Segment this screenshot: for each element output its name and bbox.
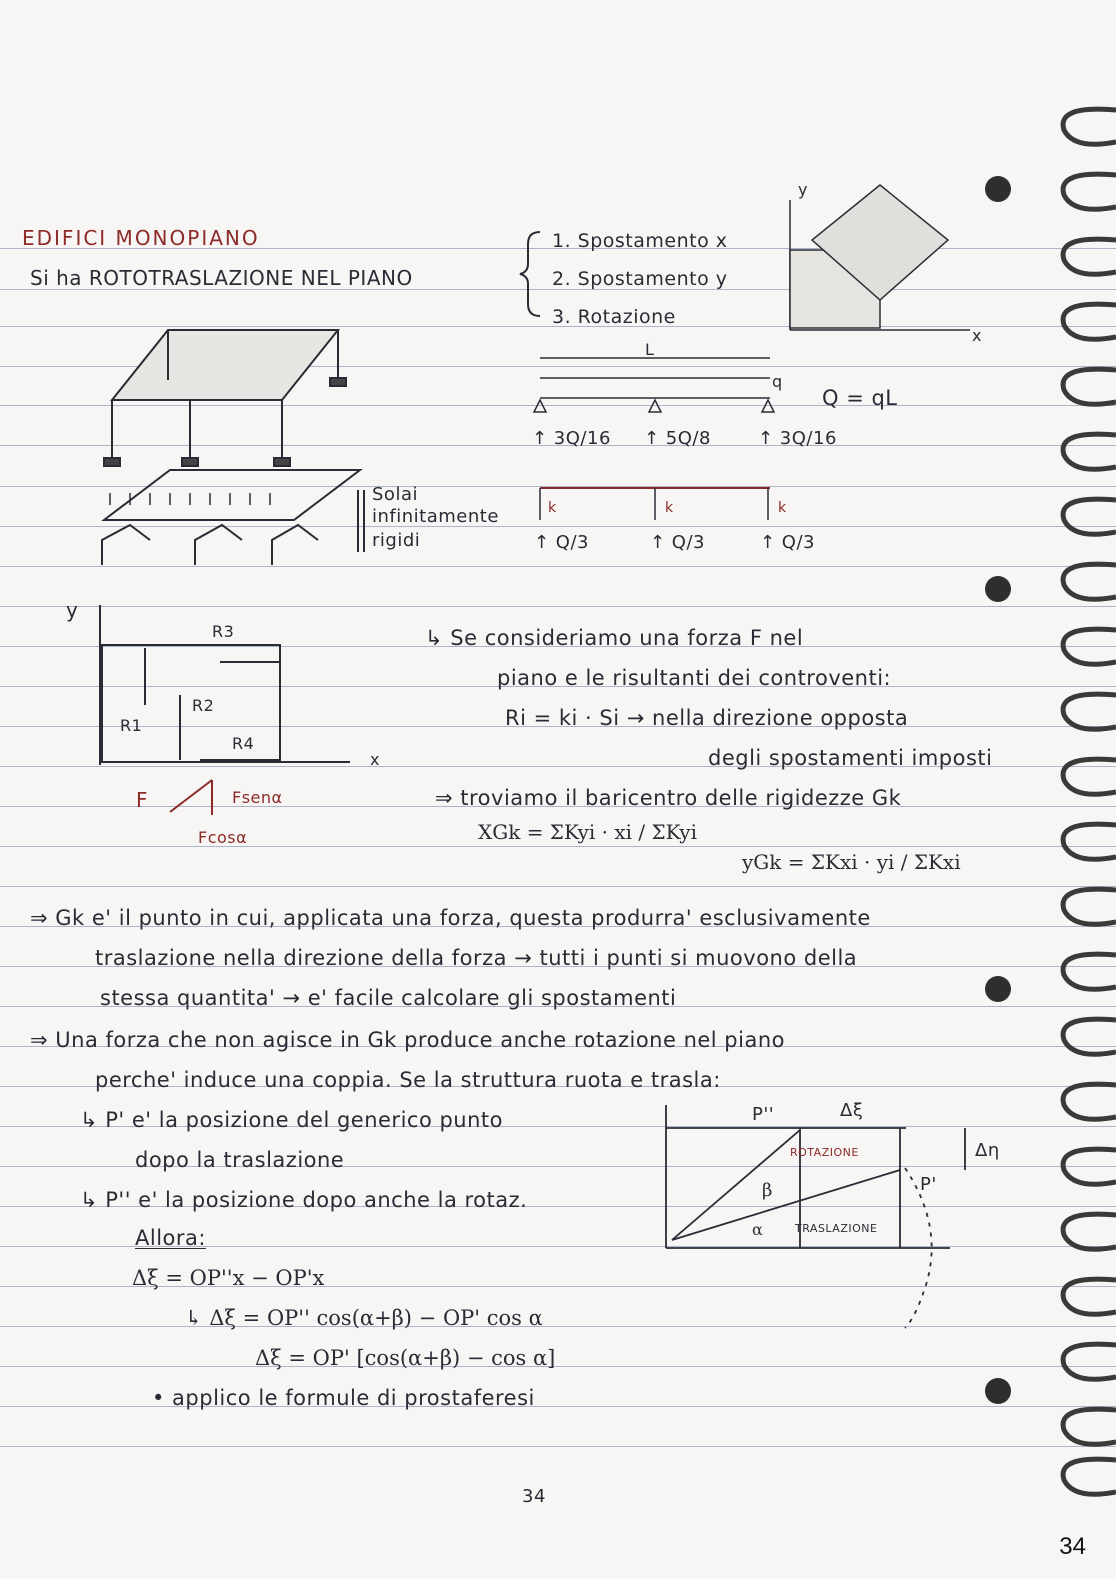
formula-yg: yGk = ΣKxi · yi / ΣKxi <box>742 850 961 874</box>
page-number: 34 <box>1059 1533 1086 1560</box>
intro-text: Si ha ROTOTRASLAZIONE NEL PIANO <box>30 266 413 290</box>
bullet-line4: Allora: <box>135 1226 206 1250</box>
force-label: F <box>136 788 149 812</box>
bullet-line1: ↳ P' e' la posizione del generico punto <box>80 1108 504 1132</box>
rigid-note-2: infinitamente <box>372 506 499 527</box>
rigid-reaction-3: ↑ Q/3 <box>760 532 815 553</box>
total-load: Q = qL <box>822 386 898 410</box>
label-r4: R4 <box>232 734 255 753</box>
paragraph2-line1: ⇒ Una forza che non agisce in Gk produce anche rotazione nel piano <box>30 1028 785 1052</box>
axis-y-label-top: y <box>798 180 808 199</box>
rigid-reaction-1: ↑ Q/3 <box>534 532 589 553</box>
paragraph1-line2: traslazione nella direzione della forza → tutti i punti si muovono della <box>95 946 858 970</box>
text-block1-line1: ↳ Se consideriamo una forza F nel <box>425 626 804 650</box>
formula-xg: XGk = ΣKyi · xi / ΣKyi <box>478 820 698 844</box>
bullet-line2: dopo la traslazione <box>135 1148 345 1172</box>
beam-span-label: L <box>645 340 655 359</box>
text-block1-line5: ⇒ troviamo il baricentro delle rigidezze Gk <box>435 786 902 810</box>
bullet-line3: ↳ P'' e' la posizione dopo anche la rotaz. <box>80 1188 528 1212</box>
paragraph1-line1: ⇒ Gk e' il punto in cui, applicata una forza, questa produrra' esclusivamente <box>30 906 871 930</box>
rot-label-p1: P' <box>920 1174 937 1195</box>
reaction-1: ↑ 3Q/16 <box>532 428 611 449</box>
equation-4: • applico le formule di prostaferesi <box>152 1386 535 1410</box>
spring-label-2: k <box>665 500 674 516</box>
list-item-2: 2. Spostamento y <box>552 268 728 290</box>
page-title: EDIFICI MONOPIANO <box>22 226 260 250</box>
reaction-2: ↑ 5Q/8 <box>644 428 711 449</box>
reaction-3: ↑ 3Q/16 <box>758 428 837 449</box>
spring-label-3: k <box>778 500 787 516</box>
paragraph2-line2: perche' induce una coppia. Se la struttura ruota e trasla: <box>95 1068 721 1092</box>
equation-2: ↳ Δξ = OP'' cos(α+β) − OP' cos α <box>185 1306 543 1330</box>
list-item-3: 3. Rotazione <box>552 306 676 328</box>
label-r3: R3 <box>212 622 235 641</box>
paragraph1-line3: stessa quantita' → e' facile calcolare gli spostamenti <box>100 986 677 1010</box>
rot-label-alpha: α <box>752 1220 763 1239</box>
text-block1-line2: piano e le risultanti dei controventi: <box>497 666 892 690</box>
rot-label-rotation: ROTAZIONE <box>790 1146 859 1159</box>
rigid-reaction-2: ↑ Q/3 <box>650 532 705 553</box>
handwritten-page-number: 34 <box>522 1486 546 1507</box>
rigid-note-3: rigidi <box>372 530 421 551</box>
beam-load-label: q <box>772 372 783 391</box>
axis-x-label-top: x <box>972 326 982 345</box>
plan-axis-y: y <box>66 598 79 622</box>
rot-label-p2: P'' <box>752 1104 775 1125</box>
equation-1: Δξ = OP''x − OP'x <box>132 1266 325 1290</box>
label-r2: R2 <box>192 696 215 715</box>
plan-axis-x: x <box>370 750 380 769</box>
list-item-1: 1. Spostamento x <box>552 230 728 252</box>
rot-label-translation: TRASLAZIONE <box>795 1222 878 1235</box>
spring-label-1: k <box>548 500 557 516</box>
force-sin-label: Fsenα <box>232 788 283 807</box>
text-block1-line4: degli spostamenti imposti <box>708 746 993 770</box>
force-cos-label: Fcosα <box>198 828 248 847</box>
equation-3: Δξ = OP' [cos(α+β) − cos α] <box>255 1346 556 1370</box>
text-block1-line3: Ri = ki · Si → nella direzione opposta <box>505 706 909 730</box>
rigid-note-1: Solai <box>372 484 418 505</box>
label-r1: R1 <box>120 716 143 735</box>
rot-label-deta: Δη <box>975 1140 1000 1161</box>
rot-label-beta: β <box>762 1180 773 1201</box>
rot-label-dxi: Δξ <box>840 1100 864 1121</box>
